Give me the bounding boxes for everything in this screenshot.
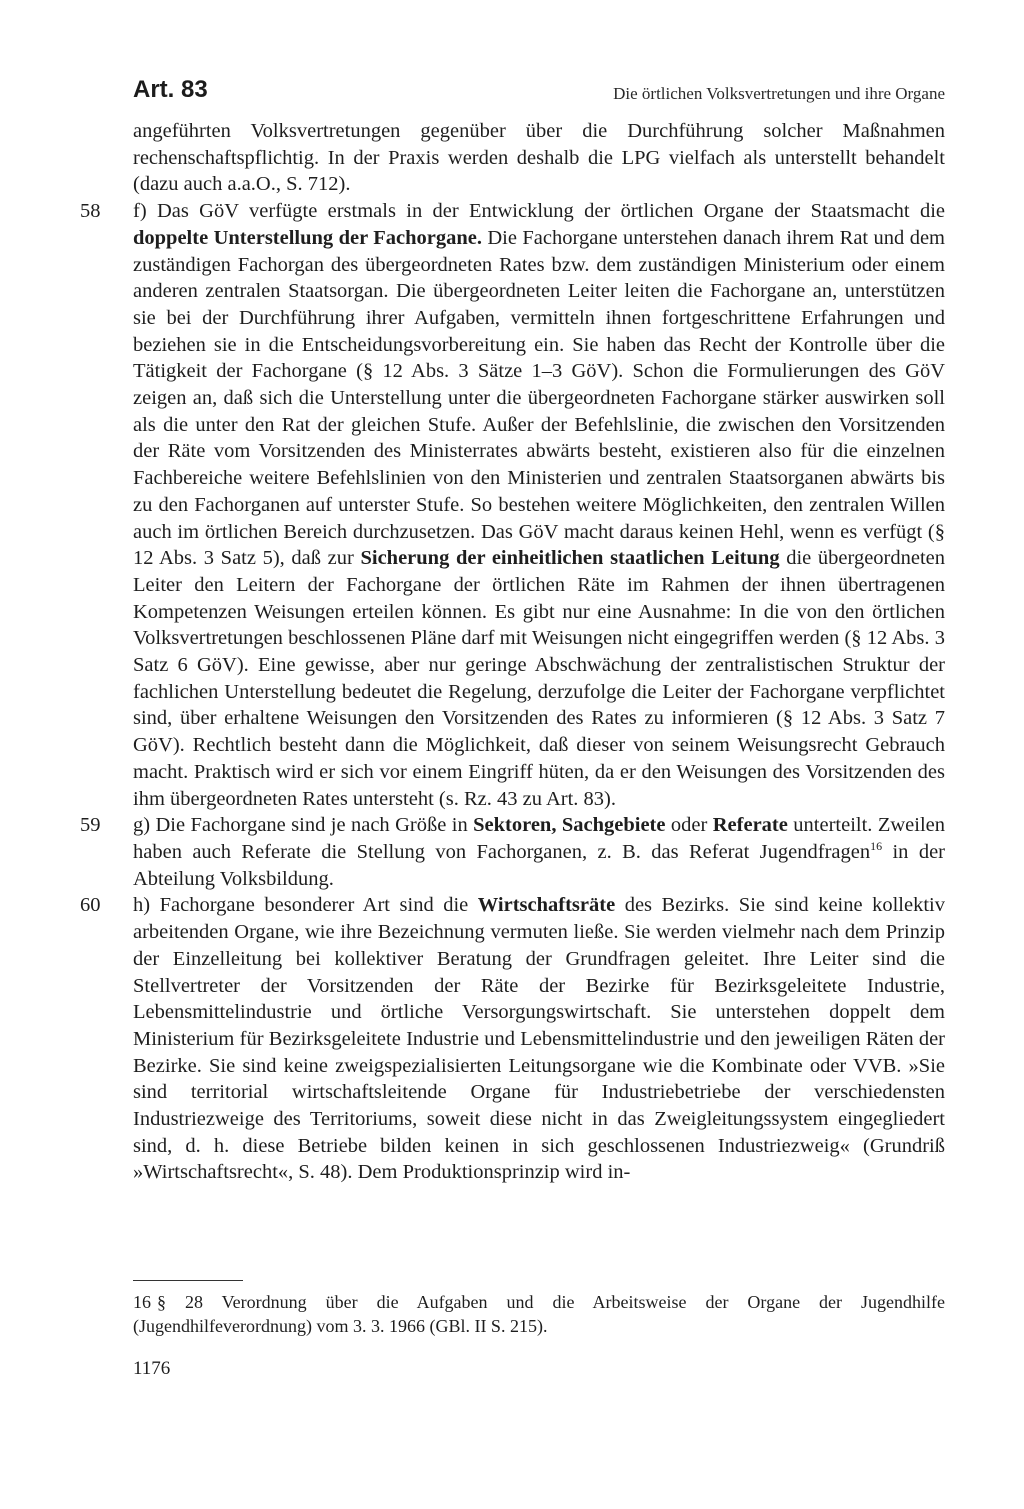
footnote-number: 16 [133, 1292, 151, 1312]
footnote-text: § 28 Verordnung über die Aufgaben und die Arbeitsweise der Organe der Jugendhilfe (Jugendhilfeverordnung) vom 3. 3. 1966 (GBl. II S. 215). [133, 1292, 945, 1336]
paragraph-text: die übergeordneten Leiter den Leitern der Fachorgane der örtlichen Räte im Rahmen der ihnen übertragenen Kompetenzen Weisungen erteilen können. Es gibt nur eine Ausnahme: In die von den örtlichen Volksvertretungen beschlossenen Pläne darf mit Weisungen nicht eingegriffen werden (§ 12 Abs. 3 Satz 6 GöV). Eine gewisse, aber nur geringe Abschwächung der zentralistischen Struktur der fachlichen Unterstellung bedeutet die Regelung, derzufolge die Leiter der Fachorgane verpflichtet sind, über erhaltene Weisungen den Vorsitzenden des Rates zu informieren (§ 12 Abs. 3 Satz 7 GöV). Rechtlich besteht dann die Möglichkeit, daß dieser von seinem Weisungsrecht Gebrauch macht. Praktisch wird er sich vor einem Eingriff hüten, da er den Weisungen des Vorsitzenden des ihm übergeordneten Rates untersteht (s. Rz. 43 zu Art. 83). [133, 547, 946, 810]
paragraph-text: angeführten Volksvertretungen gegenüber über die Durchführung solcher Maßnahmen rechenschaftspflichtig. In der Praxis werden deshalb die LPG vielfach als unterstellt behandelt (dazu auch a.a.O., S. 712). [133, 120, 945, 196]
page-header [133, 76, 945, 110]
emphasis-text: Sektoren, Sachgebiete [473, 814, 666, 837]
margin-number: 59 [80, 814, 101, 837]
running-head: Die örtlichen Volksvertretungen und ihre Organe [613, 84, 945, 103]
paragraph-text: h) Fachorgane besonderer Art sind die [133, 894, 478, 917]
article-label: Art. 83 [133, 76, 208, 103]
paragraph-text: g) Die Fachorgane sind je nach Größe in [133, 814, 474, 837]
page-number: 1176 [133, 1358, 171, 1379]
paragraph-58 [80, 198, 946, 812]
footnote [133, 1290, 945, 1338]
emphasis-text: doppelte Unterstellung der Fachorgane. [133, 226, 482, 249]
footnote-divider [133, 1280, 243, 1281]
emphasis-text: Sicherung der einheitlichen staatlichen Leitung [360, 547, 780, 570]
paragraph-text: des Bezirks. Sie sind keine kollektiv arbeitenden Organe, wie ihre Bezeichnung vermuten ließe. Sie werden vielmehr nach dem Prinzip der Einzelleitung bei kollektiver Beratung der Grundfragen geleitet. Ihre Leiter sind die Stellvertreter der Vorsitzenden der Räte der Bezirke für Bezirksgeleitete Industrie, Lebensmittelindustrie und örtliche Versorgungswirtschaft. Sie unterstehen doppelt dem Ministerium für Bezirksgeleitete Industrie und Lebensmittelindustrie und den jeweiligen Räten der Bezirke. Sie sind keine zweigspezialisierten Leitungsorgane wie die Kombinate oder VVB. »Sie sind territorial wirtschaftsleitende Organe für Industriebetriebe der verschiedensten Industriezweige des Territoriums, soweit diese nicht in das Zweigleitungssystem eingegliedert sind, d. h. diese Betriebe bilden keinen in sich geschlossenen Industriezweig« (Grundriß »Wirtschaftsrecht«, S. 48). Dem Produktionsprinzip wird in- [133, 894, 945, 1184]
emphasis-text: Referate [712, 814, 788, 837]
paragraph-59 [80, 812, 945, 892]
margin-number: 58 [80, 200, 101, 223]
margin-number: 60 [80, 894, 101, 917]
paragraph-text: in der Abteilung Volksbildung. [133, 840, 945, 890]
footnote-reference: 16 [870, 839, 883, 854]
paragraph-intro [133, 118, 945, 198]
paragraph-text: f) Das GöV verfügte erstmals in der Entwicklung der örtlichen Organe der Staatsmacht die [133, 200, 945, 223]
paragraph-text: Die Fachorgane unterstehen danach ihrem Rat und dem zuständigen Fachorgan des übergeordneten Rates bzw. dem zuständigen Ministerium oder einem anderen zentralen Staatsorgan. Die übergeordneten Leiter leiten die Fachorgane an, unterstützen sie bei der Durchführung ihrer Aufgaben, vermitteln ihnen fortgeschrittene Erfahrungen und beziehen sie in die Entscheidungsvorbereitung ein. Sie haben das Recht der Kontrolle über die Tätigkeit der Fachorgane (§ 12 Abs. 3 Sätze 1–3 GöV). Schon die Formulierungen des GöV zeigen an, daß sich die Unterstellung unter die übergeordneten Fachorgane stärker auswirken soll als die unter den Rat der gleichen Stufe. Außer der Befehlslinie, die zwischen den Vorsitzenden der Räte vom Vorsitzenden des Ministerrates abwärts besteht, existieren also für die einzelnen Fachbereiche weitere Befehlslinien von den Ministerien und zentralen Staatsorganen abwärts bis zu den Fachorganen auf unterster Stufe. So bestehen weitere Möglichkeiten, den zentralen Willen auch im örtlichen Bereich durchzusetzen. Das GöV macht daraus keinen Hehl, wenn es verfügt (§ 12 Abs. 3 Satz 5), daß zur [133, 226, 945, 570]
body-text [80, 118, 946, 1186]
emphasis-text: Wirtschaftsräte [477, 894, 616, 917]
paragraph-text: unterteilt. Zweilen haben auch Referate die Stellung von Fachorganen, z. B. das Referat Jugendfragen [133, 814, 945, 863]
paragraph-60 [80, 892, 945, 1186]
paragraph-text: oder [665, 814, 713, 837]
